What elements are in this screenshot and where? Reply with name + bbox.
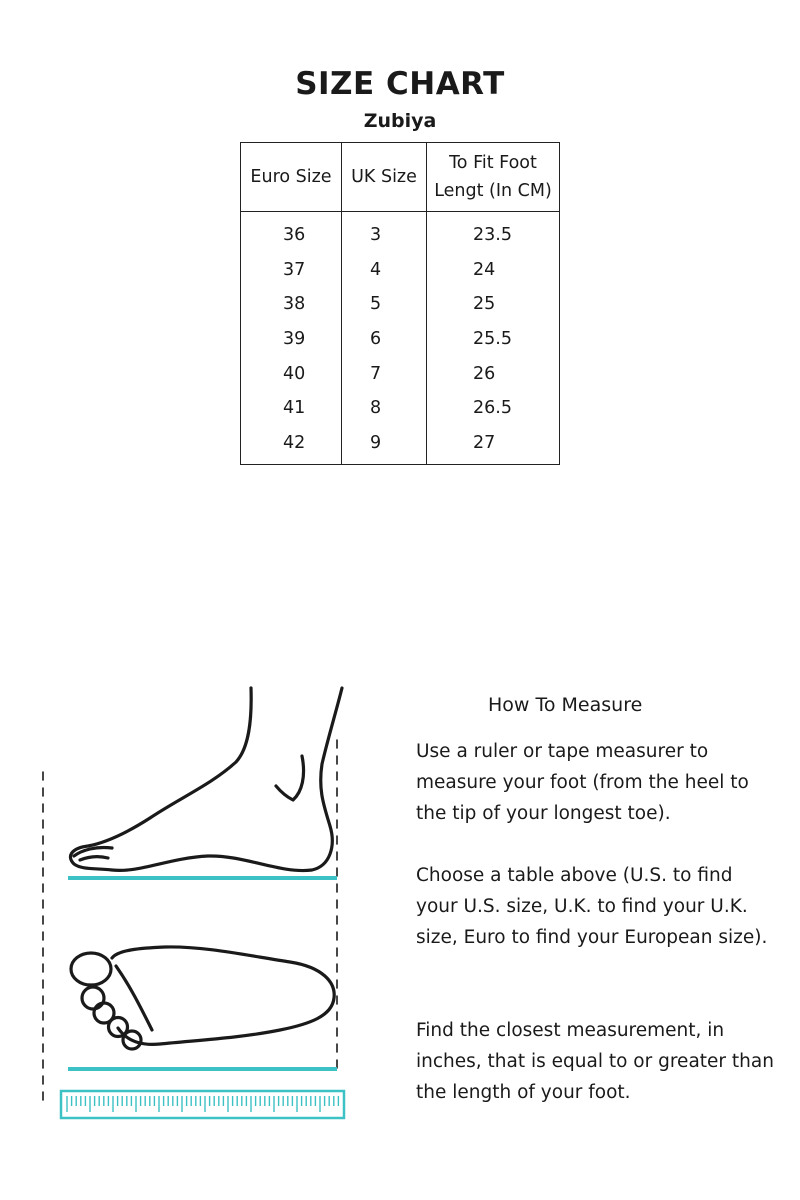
header-foot-length-line2: Lengt (In CM) xyxy=(434,181,552,201)
header-uk-size: UK Size xyxy=(342,143,427,212)
cell-uk: 7 xyxy=(342,356,427,391)
page-title: SIZE CHART xyxy=(295,66,505,102)
foot-sole-view-icon xyxy=(71,947,334,1049)
cell-euro: 38 xyxy=(241,287,342,322)
cell-length: 26.5 xyxy=(427,391,560,426)
cell-length: 25 xyxy=(427,287,560,322)
measure-instruction-3: Find the closest measurement, in inches, that is equal to or greater than the length of your foot. xyxy=(416,1020,774,1103)
cell-uk: 8 xyxy=(342,391,427,426)
cell-uk: 4 xyxy=(342,253,427,288)
header-foot-length-line1: To Fit Foot xyxy=(449,153,537,173)
cell-length: 24 xyxy=(427,253,560,288)
how-to-measure-heading: How To Measure xyxy=(488,694,643,716)
measure-instruction-2: Choose a table above (U.S. to find your U.S. size, U.K. to find your U.K. size, Euro to find your European size). xyxy=(416,865,768,948)
cell-uk: 6 xyxy=(342,322,427,357)
ruler-icon xyxy=(61,1091,344,1118)
cell-length: 23.5 xyxy=(427,212,560,253)
cell-uk: 9 xyxy=(342,426,427,465)
cell-euro: 37 xyxy=(241,253,342,288)
cell-euro: 41 xyxy=(241,391,342,426)
foot-side-view-icon xyxy=(70,688,342,871)
measure-instruction-1: Use a ruler or tape measurer to measure your foot (from the heel to the tip of your longest toe). xyxy=(416,741,749,824)
header-foot-length xyxy=(427,143,560,212)
cell-euro: 36 xyxy=(241,212,342,253)
cell-length: 25.5 xyxy=(427,322,560,357)
cell-length: 27 xyxy=(427,426,560,465)
cell-uk: 3 xyxy=(342,212,427,253)
cell-euro: 42 xyxy=(241,426,342,465)
header-euro-size: Euro Size xyxy=(241,143,342,212)
cell-length: 26 xyxy=(427,356,560,391)
brand-name: Zubiya xyxy=(363,110,437,132)
cell-euro: 39 xyxy=(241,322,342,357)
cell-euro: 40 xyxy=(241,356,342,391)
cell-uk: 5 xyxy=(342,287,427,322)
